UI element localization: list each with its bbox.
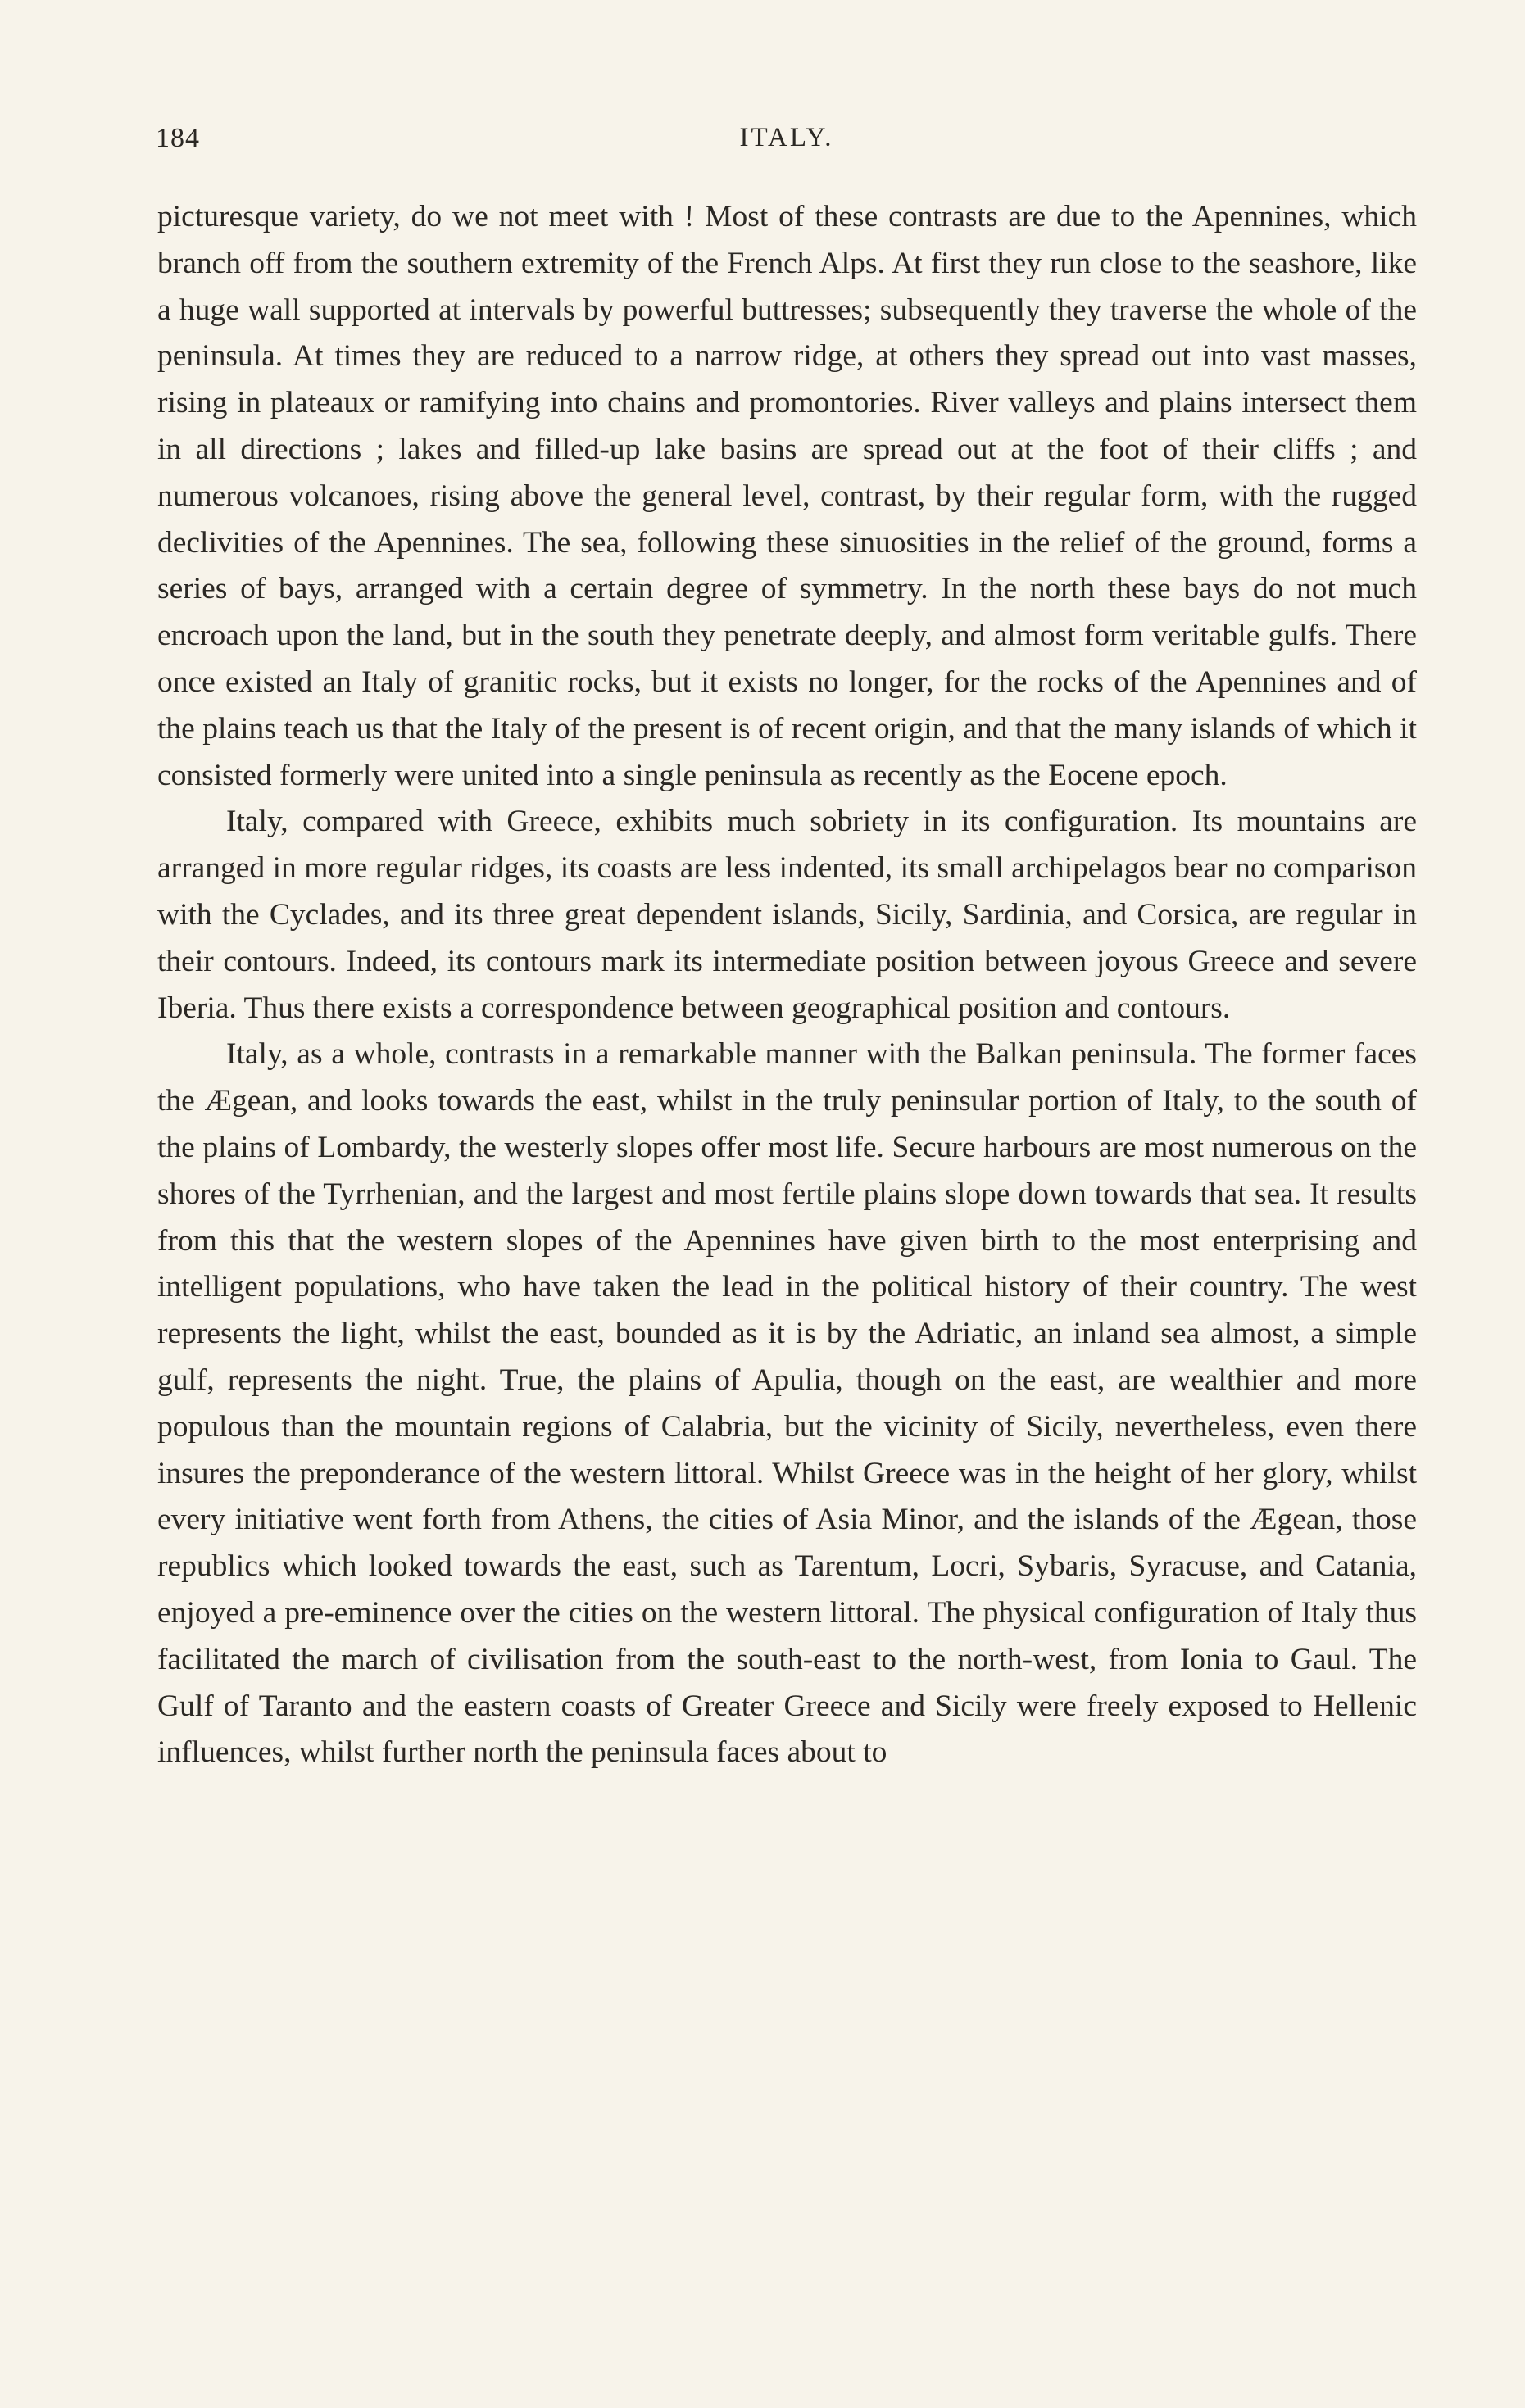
running-title: ITALY. <box>739 123 834 152</box>
paragraph-italy-greece: Italy, compared with Greece, exhibits much sobriety in its configuration. Its mountains are arranged in more regular ridges, its coasts are less indented, its small archipelagos bear no comparison with the Cyclades, and its three great dependent islands, Sicily, Sardinia, and Corsica, are regular in their contours. Indeed, its contours mark its intermediate position between joyous Greece and severe Iberia. Thus there exists a correspondence between geographical position and contours. <box>157 805 1417 1025</box>
body-text <box>157 194 1417 1776</box>
paragraph-italy-balkan: Italy, as a whole, contrasts in a remarkable manner with the Balkan peninsula. The former faces the Ægean, and looks towards the east, whilst in the truly peninsular portion of Italy, to the south of the plains of Lombardy, the westerly slopes offer most life. Secure harbours are most numerous on the shores of the Tyrrhenian, and the largest and most fertile plains slope down towards that sea. It results from this that the western slopes of the Apennines have given birth to the most enterprising and intelligent populations, who have taken the lead in the political history of their country. The west represents the light, whilst the east, bounded as it is by the Adriatic, an inland sea almost, a simple gulf, represents the night. True, the plains of Apulia, though on the east, are wealthier and more populous than the mountain regions of Calabria, but the vicinity of Sicily, nevertheless, even there insures the preponderance of the western littoral. Whilst Greece was in the height of her glory, whilst every initiative went forth from Athens, the cities of Asia Minor, and the islands of the Ægean, those republics which looked towards the east, such as Tarentum, Locri, Sybaris, Syracuse, and Catania, enjoyed a pre-eminence over the cities on the western littoral. The physical configuration of Italy thus facilitated the march of civilisation from the south-east to the north-west, from Ionia to Gaul. The Gulf of Taranto and the eastern coasts of Greater Greece and Sicily were freely exposed to Hellenic influences, whilst further north the peninsula faces about to <box>157 1037 1417 1770</box>
running-head <box>156 123 1418 172</box>
paragraph-continued: picturesque variety, do we not meet with ! Most of these contrasts are due to the Apennines, which branch off from the southern extremity of the French Alps. At first they run close to the seashore, like a huge wall supported at intervals by powerful buttresses; subsequently they traverse the whole of the peninsula. At times they are reduced to a narrow ridge, at others they spread out into vast masses, rising in plateaux or ramifying into chains and promontories. River valleys and plains intersect them in all directions ; lakes and filled-up lake basins are spread out at the foot of their cliffs ; and numerous volcanoes, rising above the general level, contrast, by their regular form, with the rugged declivities of the Apennines. The sea, following these sinuosities in the relief of the ground, forms a series of bays, arranged with a certain degree of symmetry. In the north these bays do not much encroach upon the land, but in the south they penetrate deeply, and almost form veritable gulfs. There once existed an Italy of granitic rocks, but it exists no longer, for the rocks of the Apennines and of the plains teach us that the Italy of the present is of recent origin, and that the many islands of which it consisted formerly were united into a single peninsula as recently as the Eocene epoch. <box>157 200 1417 792</box>
page-number: 184 <box>156 123 200 153</box>
